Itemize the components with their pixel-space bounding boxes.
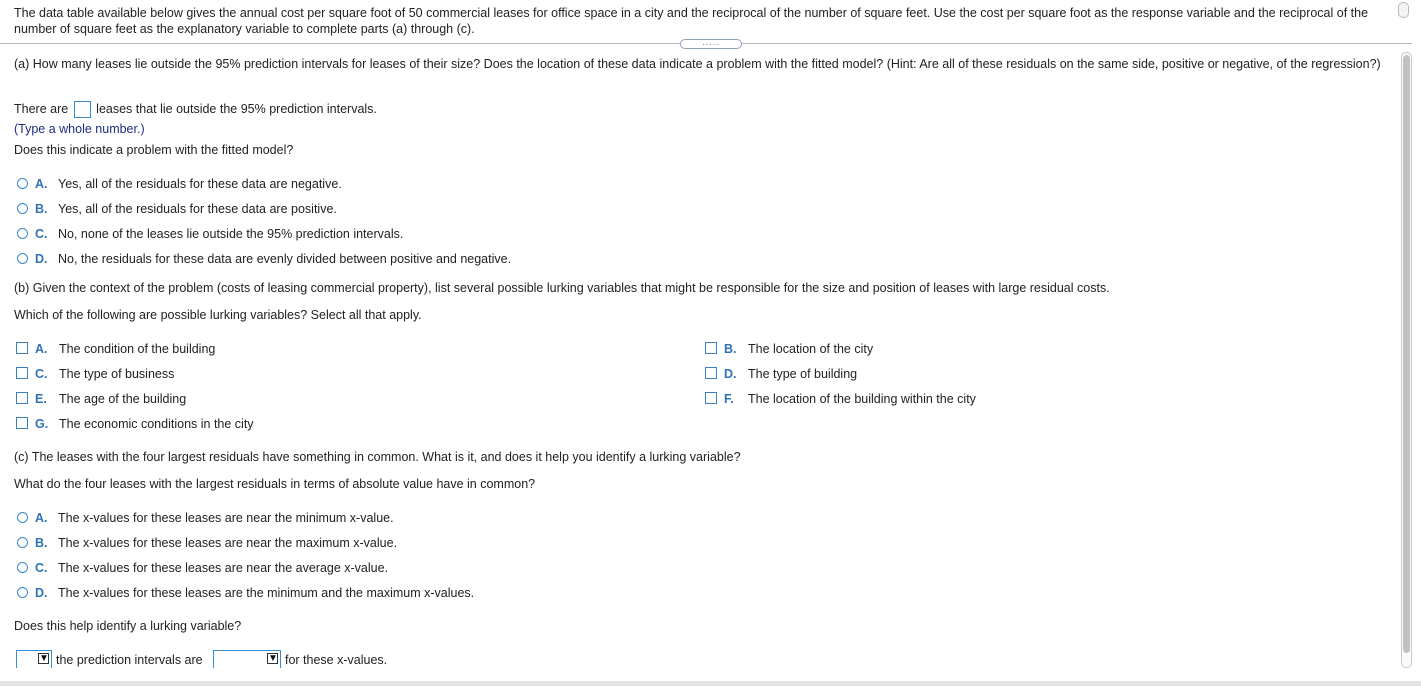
bottom-bar: [0, 681, 1421, 686]
option-letter: A.: [35, 177, 48, 191]
checkbox-b[interactable]: [705, 342, 717, 354]
part-a-question: (a) How many leases lie outside the 95% prediction intervals for leases of their size? Does the location of these data indicate a problem with the fitted model? (Hint: Are all of these residuals on the same side, positive or negative, of the regression?): [14, 57, 1381, 71]
checkbox-c[interactable]: [16, 367, 28, 379]
help-question: Does this help identify a lurking variable?: [14, 619, 242, 633]
part-b-question: (b) Given the context of the problem (costs of leasing commercial property), list several possible lurking variables that might be responsible for the size and position of leases with large residual costs.: [14, 281, 1110, 295]
dropdown-arrow-icon[interactable]: ▼: [268, 653, 278, 664]
part-b-subquestion: Which of the following are possible lurking variables? Select all that apply.: [14, 308, 422, 322]
radio-d[interactable]: [17, 253, 28, 264]
option-letter: G.: [35, 417, 49, 431]
checkbox-d[interactable]: [705, 367, 717, 379]
checkbox-f[interactable]: [705, 392, 717, 404]
option-text: Yes, all of the residuals for these data are negative.: [58, 177, 342, 191]
answer-suffix: leases that lie outside the 95% prediction intervals.: [96, 102, 377, 116]
option-text: The type of building: [748, 367, 858, 381]
checkbox-a[interactable]: [16, 342, 28, 354]
scrollbar-thumb[interactable]: [1403, 55, 1410, 653]
top-scrollbar[interactable]: [1398, 2, 1409, 18]
type-hint: (Type a whole number.): [14, 122, 145, 136]
option-letter: C.: [35, 561, 48, 575]
option-text: The x-values for these leases are near the maximum x-value.: [58, 536, 398, 550]
option-text: The economic conditions in the city: [59, 417, 254, 431]
option-text: The location of the city: [748, 342, 874, 356]
option-letter: F.: [724, 392, 734, 406]
option-letter: E.: [35, 392, 47, 406]
option-letter: A.: [35, 511, 48, 525]
dropdown-arrow-icon[interactable]: ▼: [39, 653, 49, 664]
radio-c[interactable]: [17, 562, 28, 573]
option-letter: B.: [35, 202, 48, 216]
option-text: The age of the building: [59, 392, 187, 406]
checkbox-g[interactable]: [16, 417, 28, 429]
option-text: No, none of the leases lie outside the 95% prediction intervals.: [58, 227, 404, 241]
radio-b[interactable]: [17, 203, 28, 214]
option-text: Yes, all of the residuals for these data are positive.: [58, 202, 337, 216]
option-text: The condition of the building: [59, 342, 216, 356]
part-c-subquestion: What do the four leases with the largest residuals in terms of absolute value have in common?: [14, 477, 536, 491]
radio-c[interactable]: [17, 228, 28, 239]
option-letter: A.: [35, 342, 48, 356]
option-letter: D.: [35, 586, 48, 600]
option-text: The location of the building within the city: [748, 392, 976, 406]
radio-a[interactable]: [17, 512, 28, 523]
radio-a[interactable]: [17, 178, 28, 189]
option-text: The x-values for these leases are near the average x-value.: [58, 561, 389, 575]
radio-b[interactable]: [17, 537, 28, 548]
option-text: The x-values for these leases are near the minimum x-value.: [58, 511, 394, 525]
part-a-answer-line: [14, 100, 377, 118]
option-letter: B.: [35, 536, 48, 550]
option-letter: C.: [35, 227, 48, 241]
checkbox-e[interactable]: [16, 392, 28, 404]
divider-handle[interactable]: .....: [680, 39, 742, 49]
option-text: The x-values for these leases are the minimum and the maximum x-values.: [58, 586, 475, 600]
dropdown-middle-text: the prediction intervals are: [56, 653, 203, 667]
option-letter: D.: [724, 367, 737, 381]
leases-count-input[interactable]: [74, 101, 91, 118]
option-text: No, the residuals for these data are evenly divided between positive and negative.: [58, 252, 512, 266]
answer-prefix: There are: [14, 102, 69, 116]
option-text: The type of business: [59, 367, 175, 381]
dropdown-tail-text: for these x-values.: [285, 653, 388, 667]
dropdown-2[interactable]: [213, 650, 281, 668]
option-letter: C.: [35, 367, 48, 381]
dropdown-1[interactable]: [16, 650, 52, 668]
radio-d[interactable]: [17, 587, 28, 598]
intro-text: The data table available below gives the annual cost per square foot of 50 commercial leases for office space in a city and the reciprocal of the number of square feet. Use the cost per square foot as the response variable and the reciprocal of the number of square feet as the explanatory variable to complete parts (a) through (c).: [14, 6, 1369, 36]
part-a-subquestion: Does this indicate a problem with the fitted model?: [14, 143, 294, 157]
option-letter: D.: [35, 252, 48, 266]
part-c-question: (c) The leases with the four largest residuals have something in common. What is it, and does it help you identify a lurking variable?: [14, 450, 741, 464]
option-letter: B.: [724, 342, 737, 356]
scrollbar[interactable]: [1401, 52, 1412, 668]
